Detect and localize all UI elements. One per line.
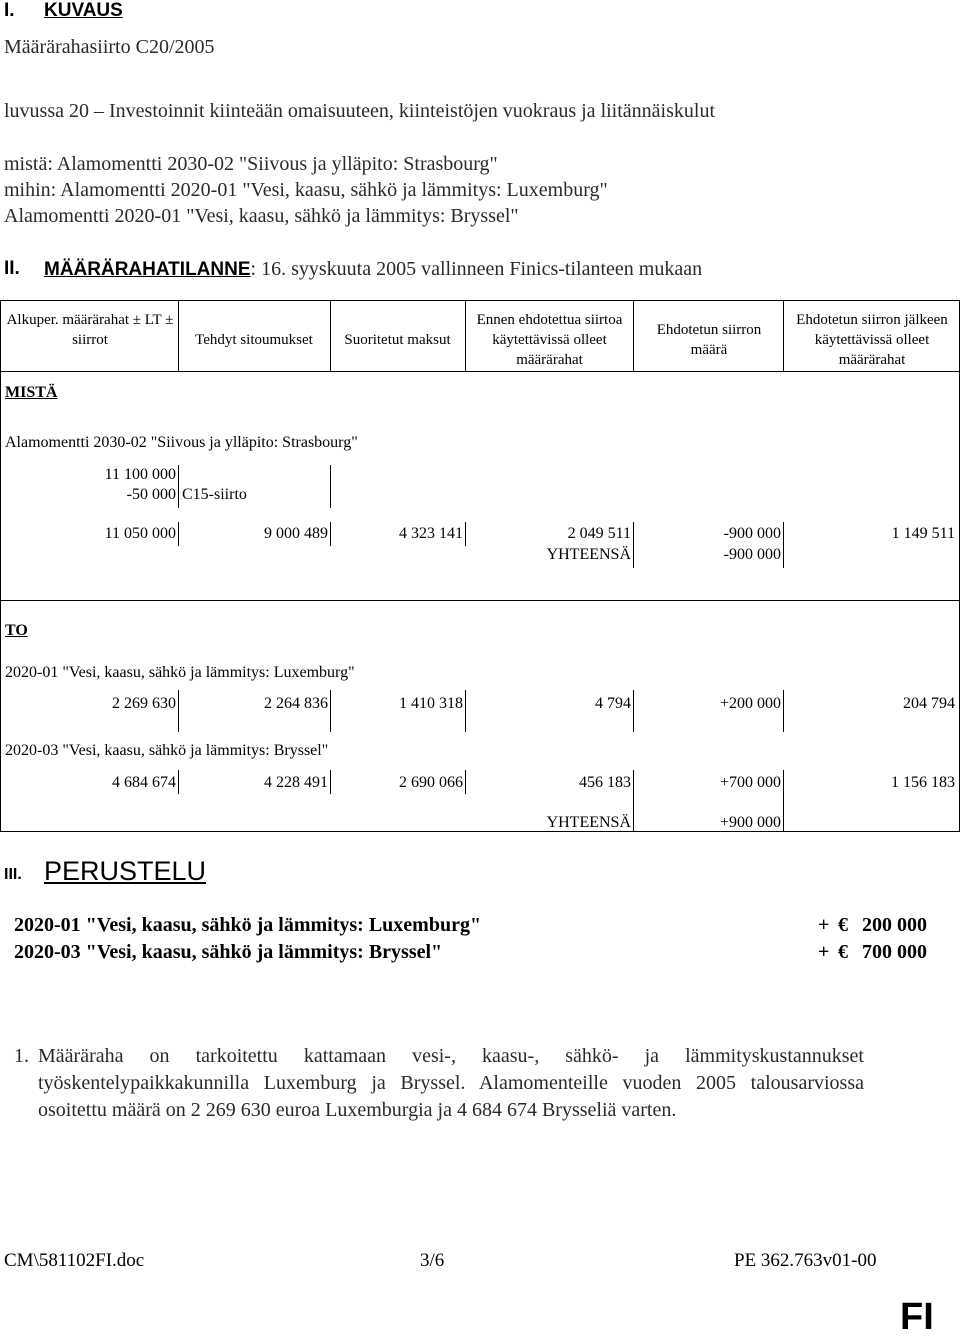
table-cell: -900 000: [723, 525, 781, 542]
table-cell: 11 050 000: [104, 525, 176, 542]
item-1-sign: +: [818, 914, 830, 936]
chapter-line: luvussa 20 – Investoinnit kiinteään omaisuuteen, kiinteistöjen vuokraus ja liitännäiskulut: [4, 100, 715, 122]
euro-icon: €: [838, 941, 848, 963]
footer-doc-ref: CM\581102FI.doc: [4, 1250, 145, 1271]
section-number: I.: [4, 0, 15, 21]
header-payments: Suoritetut maksut: [344, 332, 451, 348]
table-cell: 9 000 489: [264, 525, 328, 542]
table-cell: 456 183: [579, 774, 631, 791]
section-heading: MÄÄRÄRAHATILANNE: [44, 259, 251, 280]
transfer-id: Määrärahasiirto C20/2005: [4, 36, 215, 58]
table-cell: 1 156 183: [891, 774, 955, 791]
to-item-1: 2020-01 "Vesi, kaasu, sähkö ja lämmitys: Luxemburg": [5, 664, 355, 681]
table-cell: 2 690 066: [399, 774, 463, 791]
to-item-2: 2020-03 "Vesi, kaasu, sähkö ja lämmitys: Bryssel": [5, 742, 329, 759]
section-heading-rest: : 16. syyskuuta 2005 vallinneen Finics-tilanteen mukaan: [250, 258, 703, 280]
header-transfer-amount: Ehdotetun siirron määrä: [656, 322, 762, 358]
mista-total-label: YHTEENSÄ: [546, 546, 631, 563]
from-line: mistä: Alamomentti 2030-02 "Siivous ja ylläpito: Strasbourg": [4, 153, 498, 175]
table-cell: 4 794: [595, 695, 631, 712]
header-original-appropriations: Alkuper. määrärahat ± LT ± siirrot: [6, 312, 174, 348]
to-total: +900 000: [719, 814, 781, 831]
table-cell: 1 149 511: [891, 525, 955, 542]
euro-icon: €: [838, 914, 848, 936]
footer-page: 3/6: [420, 1250, 445, 1271]
section-number: III.: [4, 866, 22, 883]
table-cell: 2 269 630: [112, 695, 176, 712]
item-2-amount: 700 000: [862, 941, 927, 963]
justification-item-1: 2020-01 "Vesi, kaasu, sähkö ja lämmitys: Luxemburg": [14, 914, 482, 936]
paragraph-text: Määräraha on tarkoitettu kattamaan vesi-, kaasu-, sähkö- ja lämmityskustannukset työskentelypaikkakunnilla Luxemburg ja Bryssel. Alamomenteille vuoden 2005 talousarviossa osoitettu määrä on 2 269 630 euroa Luxemburgia ja 4 684 674 Brysseliä varten.: [38, 1045, 864, 1121]
section-number: II.: [4, 258, 20, 279]
c15-amount: -50 000: [126, 486, 176, 503]
footer-pe-ref: PE 362.763v01-00: [734, 1250, 877, 1271]
mista-label: MISTÄ: [5, 384, 58, 401]
section-heading-line: [44, 258, 702, 281]
c15-label: C15-siirto: [182, 486, 247, 503]
header-commitments: Tehdyt sitoumukset: [195, 332, 313, 348]
mista-total: -900 000: [723, 546, 781, 563]
section-heading: PERUSTELU: [44, 856, 207, 886]
justification-item-2: 2020-03 "Vesi, kaasu, sähkö ja lämmitys: Bryssel": [14, 941, 443, 963]
table-cell: 2 049 511: [567, 525, 631, 542]
table-cell: 4 684 674: [112, 774, 176, 791]
table-cell: 1 410 318: [399, 695, 463, 712]
header-available-after: Ehdotetun siirron jälkeen käytettävissä olleet määrärahat: [796, 312, 948, 368]
header-available-before: Ennen ehdotettua siirtoa käytettävissä olleet määrärahat: [476, 312, 623, 368]
to-label: TO: [5, 622, 28, 639]
item-1-amount: 200 000: [862, 914, 927, 936]
table-cell: 2 264 836: [264, 695, 328, 712]
item-2-sign: +: [818, 941, 830, 963]
mista-item: Alamomentti 2030-02 "Siivous ja ylläpito: Strasbourg": [5, 434, 358, 451]
to-line-2: Alamomentti 2020-01 "Vesi, kaasu, sähkö ja lämmitys: Bryssel": [4, 205, 519, 227]
table-cell: 4 228 491: [264, 774, 328, 791]
original-amount: 11 100 000: [104, 466, 176, 483]
paragraph-number: 1.: [14, 1045, 29, 1067]
to-line-1: mihin: Alamomentti 2020-01 "Vesi, kaasu, sähkö ja lämmitys: Luxemburg": [4, 179, 608, 201]
table-cell: 4 323 141: [399, 525, 463, 542]
table-cell: +200 000: [719, 695, 781, 712]
footer-lang: FI: [900, 1296, 934, 1338]
section-heading: KUVAUS: [44, 0, 123, 21]
table-cell: +700 000: [719, 774, 781, 791]
to-total-label: YHTEENSÄ: [546, 814, 631, 831]
table-cell: 204 794: [903, 695, 955, 712]
